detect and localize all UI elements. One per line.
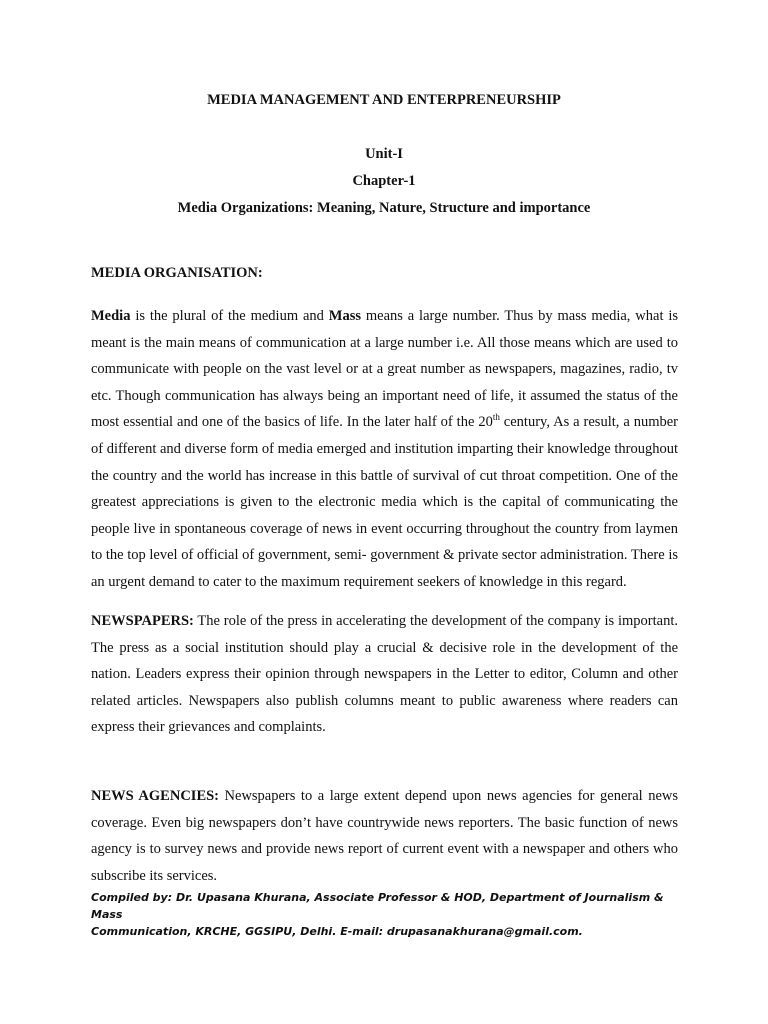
news-agencies-text: Newspapers to a large extent depend upon news agencies for general news coverage. Even big newspapers don’t have countrywide news reporters. The basic function of news agency is to survey news and provide news report of current event with a newspaper and others who subscribe its services. xyxy=(91,788,679,884)
footer-line-2: Communication, KRCHE, GGSIPU, Delhi. E-mail: drupasanakhurana@gmail.com. xyxy=(91,925,583,938)
newspapers-paragraph xyxy=(91,608,678,741)
term-media: Media xyxy=(91,308,131,324)
footer-line-1: Compiled by: Dr. Upasana Khurana, Associate Professor & HOD, Department of Journalism & Mass xyxy=(91,891,664,921)
news-agencies-paragraph xyxy=(91,783,678,889)
media-text-a: is the plural of the medium and xyxy=(130,308,329,324)
media-paragraph xyxy=(91,303,678,596)
chapter-subtitle: Media Organizations: Meaning, Nature, Structure and importance xyxy=(177,200,591,216)
media-text-b: means a large number. Thus by mass media, what is meant is the main means of communication at a large number i.e. All those means which are used to communicate with people on the vast level or at a great number as newspapers, magazines, radio, tv etc. Though communication has always being an important need of life, it assumed the status of the most essential and one of the basics of life. In the later half of the 20 xyxy=(91,308,678,431)
newspapers-text: The role of the press in accelerating the development of the company is important. The press as a social institution should play a crucial & decisive role in the development of the nation. Leaders express their opinion through newspapers in the Letter to editor, Column and other related articles. Newspapers also publish columns meant to public awareness where readers can express their grievances and complaints. xyxy=(91,613,678,736)
document-title: MEDIA MANAGEMENT AND ENTERPRENEURSHIP xyxy=(207,92,561,108)
term-mass: Mass xyxy=(328,308,361,324)
footer-credit xyxy=(91,889,691,940)
news-agencies-heading: NEWS AGENCIES: xyxy=(91,788,220,804)
chapter-heading: Chapter-1 xyxy=(352,173,416,189)
media-text-c: century, As a result, a number of different and diverse form of media emerged and institution imparting their knowledge throughout the country and the world has increase in this battle of survival of cut throat competition. One of the greatest appreciations is given to the electronic media which is the capital of communicating the people live in spontaneous coverage of news in event occurring throughout the country from laymen to the top level of official of government, semi- government & private sector administration. There is an urgent demand to cater to the maximum requirement seekers of knowledge in this regard. xyxy=(91,414,678,590)
section-heading: MEDIA ORGANISATION: xyxy=(91,265,263,281)
newspapers-heading: NEWSPAPERS: xyxy=(91,613,194,629)
superscript-th: th xyxy=(492,412,500,423)
unit-heading: Unit-I xyxy=(365,146,403,162)
